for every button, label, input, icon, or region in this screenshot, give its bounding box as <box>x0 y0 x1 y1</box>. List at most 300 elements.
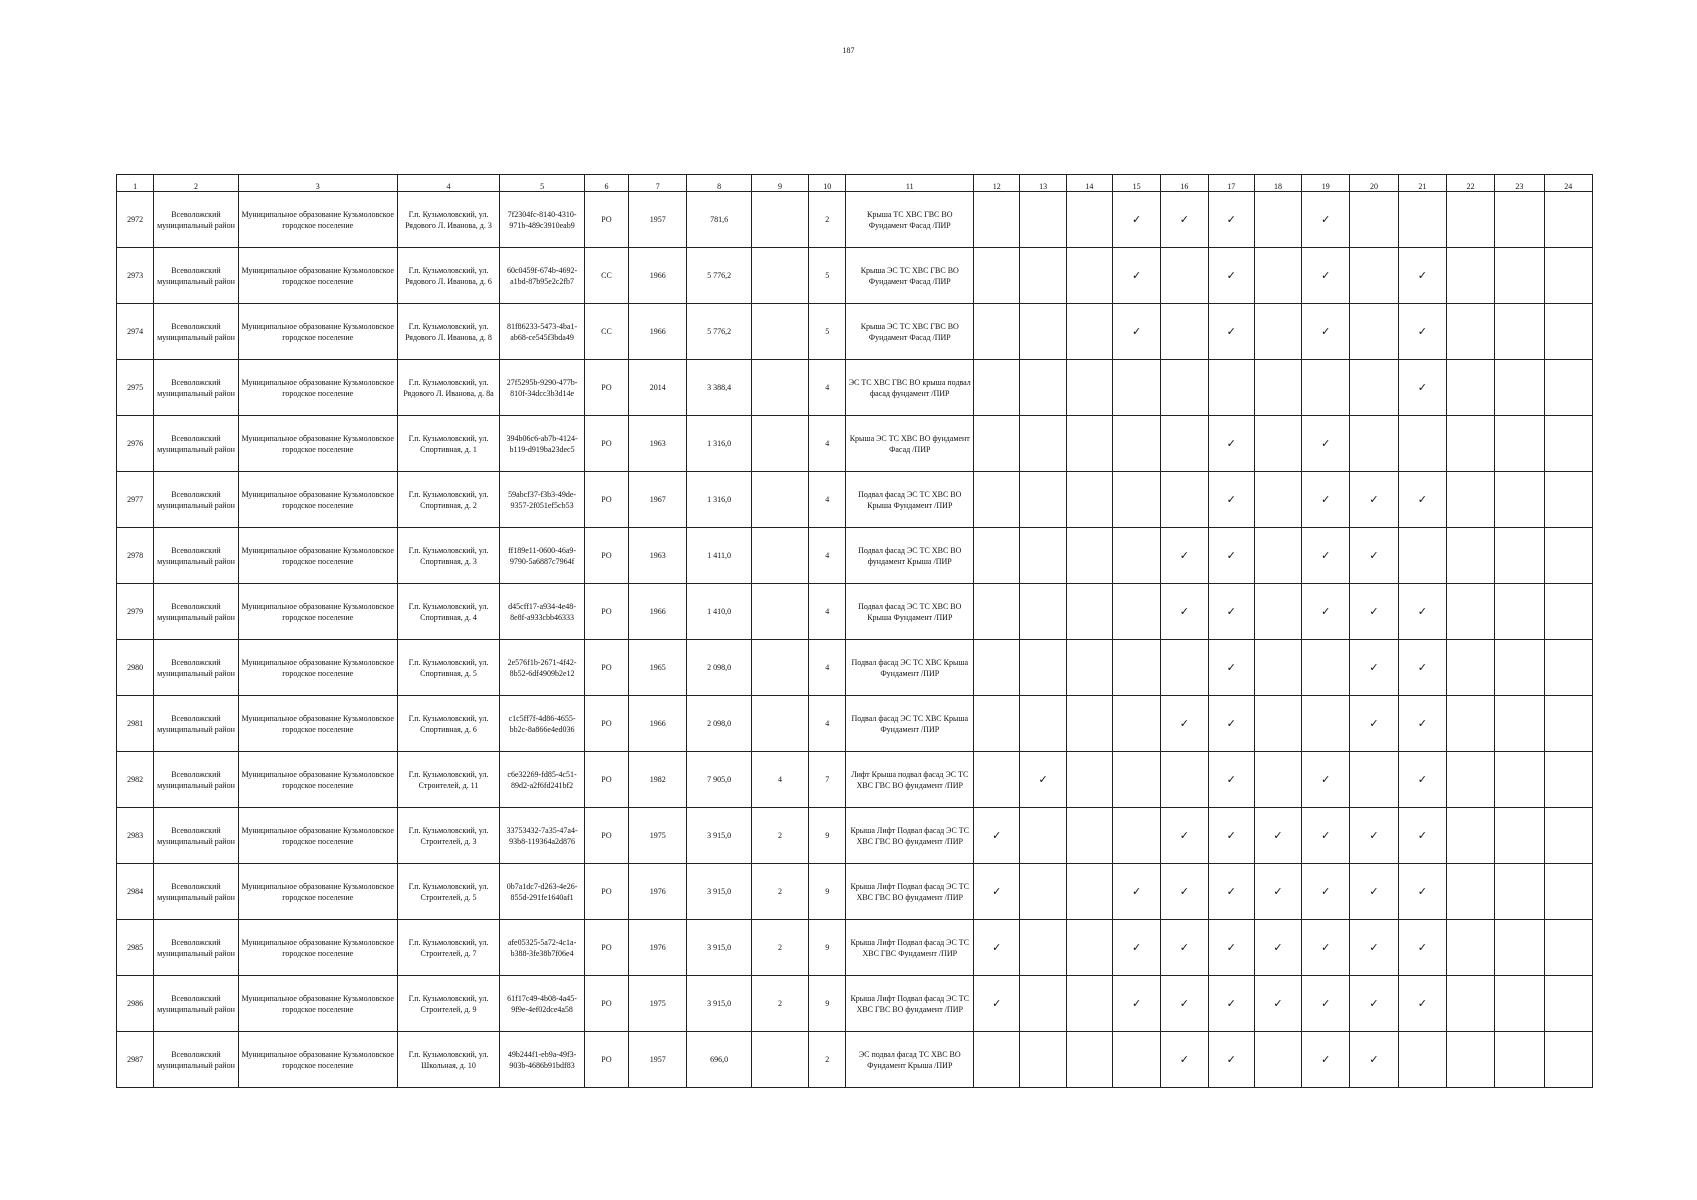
empty-cell <box>1446 360 1494 416</box>
house-type: РО <box>584 696 628 752</box>
district-name: Всеволожский муниципальный район <box>154 192 239 248</box>
empty-cell <box>1020 248 1066 304</box>
empty-cell <box>1446 752 1494 808</box>
checkmark-icon: ✓ <box>1302 304 1350 360</box>
empty-cell <box>1446 416 1494 472</box>
column-10-value: 2 <box>809 1032 846 1088</box>
house-type: СС <box>584 248 628 304</box>
empty-cell <box>1544 192 1592 248</box>
empty-cell <box>1020 584 1066 640</box>
checkmark-icon: ✓ <box>1208 472 1254 528</box>
checkmark-icon: ✓ <box>1208 248 1254 304</box>
municipality-name: Муниципальное образование Кузьмоловское городское поселение <box>238 640 397 696</box>
address: Г.п. Кузьмоловский, ул. Рядового Л. Иванова, д. 3 <box>397 192 500 248</box>
checkmark-icon: ✓ <box>1350 1032 1398 1088</box>
empty-cell <box>1544 920 1592 976</box>
column-10-value: 9 <box>809 976 846 1032</box>
checkmark-icon: ✓ <box>1208 192 1254 248</box>
checkmark-icon: ✓ <box>1398 696 1446 752</box>
checkmark-icon: ✓ <box>1302 920 1350 976</box>
record-id: 2975 <box>117 360 154 416</box>
column-10-value: 4 <box>809 696 846 752</box>
address: Г.п. Кузьмоловский, ул. Рядового Л. Иванова, д. 8а <box>397 360 500 416</box>
checkmark-icon: ✓ <box>1302 864 1350 920</box>
column-header-24: 24 <box>1544 175 1592 192</box>
works-description: Крыша Лифт Подвал фасад ЭС ТС ХВС ГВС ВО фундамент /ПИР <box>846 864 974 920</box>
empty-cell <box>1495 696 1544 752</box>
column-header-14: 14 <box>1066 175 1112 192</box>
empty-cell <box>1544 752 1592 808</box>
empty-cell <box>1398 192 1446 248</box>
build-year: 2014 <box>629 360 687 416</box>
record-id: 2982 <box>117 752 154 808</box>
empty-cell <box>974 1032 1020 1088</box>
municipality-name: Муниципальное образование Кузьмоловское городское поселение <box>238 416 397 472</box>
works-description: Подвал фасад ЭС ТС ХВС Крыша Фундамент /ПИР <box>846 696 974 752</box>
empty-cell <box>1020 640 1066 696</box>
empty-cell <box>1020 304 1066 360</box>
house-guid: 27f5295b-9290-477b-810f-34dcc3b3d14e <box>500 360 585 416</box>
empty-cell <box>1020 192 1066 248</box>
empty-cell <box>1112 360 1160 416</box>
municipality-name: Муниципальное образование Кузьмоловское городское поселение <box>238 864 397 920</box>
table-row <box>117 528 1593 584</box>
municipality-name: Муниципальное образование Кузьмоловское городское поселение <box>238 360 397 416</box>
district-name: Всеволожский муниципальный район <box>154 920 239 976</box>
district-name: Всеволожский муниципальный район <box>154 864 239 920</box>
empty-cell <box>1544 416 1592 472</box>
column-9-value <box>751 248 808 304</box>
checkmark-icon: ✓ <box>1350 640 1398 696</box>
column-10-value: 2 <box>809 192 846 248</box>
column-10-value: 7 <box>809 752 846 808</box>
record-id: 2974 <box>117 304 154 360</box>
empty-cell <box>1066 248 1112 304</box>
empty-cell <box>1446 584 1494 640</box>
house-guid: d45cff17-a934-4e48-8e8f-a933cbb46333 <box>500 584 585 640</box>
house-type: РО <box>584 416 628 472</box>
column-9-value <box>751 416 808 472</box>
empty-cell <box>1495 472 1544 528</box>
empty-cell <box>1020 416 1066 472</box>
municipality-name: Муниципальное образование Кузьмоловское городское поселение <box>238 920 397 976</box>
empty-cell <box>1020 472 1066 528</box>
table-row <box>117 472 1593 528</box>
house-guid: 0b7a1dc7-d263-4e26-855d-291fe1640af1 <box>500 864 585 920</box>
column-header-23: 23 <box>1495 175 1544 192</box>
municipality-name: Муниципальное образование Кузьмоловское городское поселение <box>238 1032 397 1088</box>
build-year: 1965 <box>629 640 687 696</box>
area-value: 5 776,2 <box>687 304 751 360</box>
empty-cell <box>1495 248 1544 304</box>
empty-cell <box>1398 528 1446 584</box>
address: Г.п. Кузьмоловский, ул. Спортивная, д. 2 <box>397 472 500 528</box>
checkmark-icon: ✓ <box>1208 920 1254 976</box>
area-value: 3 915,0 <box>687 976 751 1032</box>
empty-cell <box>1544 248 1592 304</box>
house-type: РО <box>584 864 628 920</box>
column-10-value: 4 <box>809 472 846 528</box>
empty-cell <box>974 472 1020 528</box>
build-year: 1966 <box>629 584 687 640</box>
empty-cell <box>1066 808 1112 864</box>
area-value: 1 316,0 <box>687 472 751 528</box>
build-year: 1976 <box>629 920 687 976</box>
address: Г.п. Кузьмоловский, ул. Спортивная, д. 1 <box>397 416 500 472</box>
record-id: 2978 <box>117 528 154 584</box>
empty-cell <box>1446 976 1494 1032</box>
column-number-row <box>117 175 1593 192</box>
checkmark-icon: ✓ <box>1112 304 1160 360</box>
table-row <box>117 696 1593 752</box>
empty-cell <box>1066 584 1112 640</box>
page-number: 187 <box>842 46 855 55</box>
empty-cell <box>1495 304 1544 360</box>
checkmark-icon: ✓ <box>1398 920 1446 976</box>
works-description: Крыша ТС ХВС ГВС ВО Фундамент Фасад /ПИР <box>846 192 974 248</box>
empty-cell <box>1112 416 1160 472</box>
column-header-9: 9 <box>751 175 808 192</box>
area-value: 1 410,0 <box>687 584 751 640</box>
checkmark-icon: ✓ <box>1302 584 1350 640</box>
area-value: 1 316,0 <box>687 416 751 472</box>
empty-cell <box>1495 864 1544 920</box>
district-name: Всеволожский муниципальный район <box>154 472 239 528</box>
empty-cell <box>1254 528 1301 584</box>
area-value: 3 915,0 <box>687 920 751 976</box>
empty-cell <box>1350 416 1398 472</box>
empty-cell <box>1350 192 1398 248</box>
checkmark-icon: ✓ <box>1020 752 1066 808</box>
checkmark-icon: ✓ <box>1398 640 1446 696</box>
checkmark-icon: ✓ <box>1208 864 1254 920</box>
column-10-value: 4 <box>809 416 846 472</box>
column-10-value: 9 <box>809 920 846 976</box>
checkmark-icon: ✓ <box>1208 304 1254 360</box>
build-year: 1976 <box>629 864 687 920</box>
empty-cell <box>1066 1032 1112 1088</box>
column-9-value <box>751 584 808 640</box>
empty-cell <box>1446 248 1494 304</box>
house-guid: 60c0459f-674b-4692-a1bd-87b95e2c2fb7 <box>500 248 585 304</box>
record-id: 2977 <box>117 472 154 528</box>
district-name: Всеволожский муниципальный район <box>154 752 239 808</box>
checkmark-icon: ✓ <box>1254 976 1301 1032</box>
empty-cell <box>1066 864 1112 920</box>
empty-cell <box>1446 808 1494 864</box>
checkmark-icon: ✓ <box>1112 192 1160 248</box>
empty-cell <box>974 360 1020 416</box>
house-type: РО <box>584 1032 628 1088</box>
works-description: Подвал фасад ЭС ТС ХВС Крыша Фундамент /ПИР <box>846 640 974 696</box>
checkmark-icon: ✓ <box>1302 976 1350 1032</box>
column-9-value <box>751 304 808 360</box>
checkmark-icon: ✓ <box>1302 1032 1350 1088</box>
empty-cell <box>1066 192 1112 248</box>
empty-cell <box>1446 192 1494 248</box>
house-guid: 59abcf37-f3b3-49de-9357-2f051ef5cb53 <box>500 472 585 528</box>
empty-cell <box>1495 416 1544 472</box>
empty-cell <box>1495 192 1544 248</box>
empty-cell <box>1544 528 1592 584</box>
empty-cell <box>1254 248 1301 304</box>
column-9-value: 2 <box>751 808 808 864</box>
column-9-value <box>751 528 808 584</box>
record-id: 2981 <box>117 696 154 752</box>
empty-cell <box>1112 640 1160 696</box>
column-header-5: 5 <box>500 175 585 192</box>
checkmark-icon: ✓ <box>1398 248 1446 304</box>
empty-cell <box>1544 864 1592 920</box>
empty-cell <box>1161 360 1208 416</box>
municipality-name: Муниципальное образование Кузьмоловское городское поселение <box>238 248 397 304</box>
column-header-4: 4 <box>397 175 500 192</box>
empty-cell <box>1495 528 1544 584</box>
area-value: 3 915,0 <box>687 808 751 864</box>
checkmark-icon: ✓ <box>1398 304 1446 360</box>
empty-cell <box>1066 752 1112 808</box>
empty-cell <box>1446 864 1494 920</box>
checkmark-icon: ✓ <box>1254 864 1301 920</box>
house-type: РО <box>584 976 628 1032</box>
house-guid: 394b06c6-ab7b-4124-b119-d919ba23dec5 <box>500 416 585 472</box>
empty-cell <box>1254 360 1301 416</box>
empty-cell <box>1254 472 1301 528</box>
table-row <box>117 192 1593 248</box>
empty-cell <box>1302 640 1350 696</box>
table-row <box>117 920 1593 976</box>
checkmark-icon: ✓ <box>974 808 1020 864</box>
empty-cell <box>1066 920 1112 976</box>
district-name: Всеволожский муниципальный район <box>154 1032 239 1088</box>
column-header-12: 12 <box>974 175 1020 192</box>
empty-cell <box>1066 472 1112 528</box>
checkmark-icon: ✓ <box>1350 584 1398 640</box>
checkmark-icon: ✓ <box>1161 976 1208 1032</box>
works-description: ЭС ТС ХВС ГВС ВО крыша подвал фасад фундамент /ПИР <box>846 360 974 416</box>
column-10-value: 4 <box>809 640 846 696</box>
empty-cell <box>1254 192 1301 248</box>
column-9-value <box>751 360 808 416</box>
works-description: Крыша ЭС ТС ХВС ГВС ВО Фундамент Фасад /ПИР <box>846 248 974 304</box>
column-header-17: 17 <box>1208 175 1254 192</box>
works-description: Подвал фасад ЭС ТС ХВС ВО Крыша Фундамент /ПИР <box>846 584 974 640</box>
municipality-name: Муниципальное образование Кузьмоловское городское поселение <box>238 752 397 808</box>
checkmark-icon: ✓ <box>1350 472 1398 528</box>
checkmark-icon: ✓ <box>1161 696 1208 752</box>
empty-cell <box>1020 808 1066 864</box>
empty-cell <box>1544 584 1592 640</box>
checkmark-icon: ✓ <box>1398 360 1446 416</box>
table-row <box>117 304 1593 360</box>
build-year: 1966 <box>629 304 687 360</box>
column-9-value: 2 <box>751 864 808 920</box>
municipality-name: Муниципальное образование Кузьмоловское городское поселение <box>238 584 397 640</box>
checkmark-icon: ✓ <box>1208 976 1254 1032</box>
empty-cell <box>1544 360 1592 416</box>
empty-cell <box>1302 696 1350 752</box>
empty-cell <box>1495 752 1544 808</box>
house-guid: 7f2304fc-8140-4310-971b-489c3910eab9 <box>500 192 585 248</box>
empty-cell <box>1112 696 1160 752</box>
area-value: 5 776,2 <box>687 248 751 304</box>
address: Г.п. Кузьмоловский, ул. Рядового Л. Иванова, д. 6 <box>397 248 500 304</box>
empty-cell <box>1066 528 1112 584</box>
district-name: Всеволожский муниципальный район <box>154 584 239 640</box>
column-9-value <box>751 192 808 248</box>
municipality-name: Муниципальное образование Кузьмоловское городское поселение <box>238 304 397 360</box>
district-name: Всеволожский муниципальный район <box>154 696 239 752</box>
area-value: 2 098,0 <box>687 696 751 752</box>
address: Г.п. Кузьмоловский, ул. Школьная, д. 10 <box>397 1032 500 1088</box>
house-guid: 61f17c49-4b08-4a45-9f9e-4ef02dce4a58 <box>500 976 585 1032</box>
empty-cell <box>1398 1032 1446 1088</box>
empty-cell <box>1446 1032 1494 1088</box>
checkmark-icon: ✓ <box>974 920 1020 976</box>
table-body <box>117 192 1593 1088</box>
empty-cell <box>1161 416 1208 472</box>
column-10-value: 9 <box>809 864 846 920</box>
record-id: 2987 <box>117 1032 154 1088</box>
house-type: РО <box>584 360 628 416</box>
build-year: 1975 <box>629 976 687 1032</box>
column-header-16: 16 <box>1161 175 1208 192</box>
column-9-value <box>751 472 808 528</box>
checkmark-icon: ✓ <box>1398 472 1446 528</box>
table-row <box>117 360 1593 416</box>
checkmark-icon: ✓ <box>1208 1032 1254 1088</box>
area-value: 696,0 <box>687 1032 751 1088</box>
area-value: 3 388,4 <box>687 360 751 416</box>
checkmark-icon: ✓ <box>1302 808 1350 864</box>
checkmark-icon: ✓ <box>1161 192 1208 248</box>
empty-cell <box>1066 640 1112 696</box>
column-10-value: 9 <box>809 808 846 864</box>
checkmark-icon: ✓ <box>974 976 1020 1032</box>
house-type: РО <box>584 528 628 584</box>
works-description: Подвал фасад ЭС ТС ХВС ВО фундамент Крыша /ПИР <box>846 528 974 584</box>
checkmark-icon: ✓ <box>974 864 1020 920</box>
empty-cell <box>1544 696 1592 752</box>
district-name: Всеволожский муниципальный район <box>154 640 239 696</box>
district-name: Всеволожский муниципальный район <box>154 416 239 472</box>
checkmark-icon: ✓ <box>1208 808 1254 864</box>
empty-cell <box>974 640 1020 696</box>
municipality-name: Муниципальное образование Кузьмоловское городское поселение <box>238 976 397 1032</box>
checkmark-icon: ✓ <box>1350 808 1398 864</box>
empty-cell <box>1020 976 1066 1032</box>
empty-cell <box>1020 1032 1066 1088</box>
empty-cell <box>974 416 1020 472</box>
record-id: 2976 <box>117 416 154 472</box>
table-header <box>117 175 1593 192</box>
checkmark-icon: ✓ <box>1112 976 1160 1032</box>
column-header-6: 6 <box>584 175 628 192</box>
empty-cell <box>1544 640 1592 696</box>
checkmark-icon: ✓ <box>1208 584 1254 640</box>
table-row <box>117 584 1593 640</box>
address: Г.п. Кузьмоловский, ул. Спортивная, д. 6 <box>397 696 500 752</box>
municipality-name: Муниципальное образование Кузьмоловское городское поселение <box>238 528 397 584</box>
empty-cell <box>974 304 1020 360</box>
record-id: 2973 <box>117 248 154 304</box>
address: Г.п. Кузьмоловский, ул. Спортивная, д. 4 <box>397 584 500 640</box>
works-description: Крыша ЭС ТС ХВС ВО фундамент Фасад /ПИР <box>846 416 974 472</box>
area-value: 1 411,0 <box>687 528 751 584</box>
empty-cell <box>1161 304 1208 360</box>
house-guid: 2e576f1b-2671-4f42-8b52-6df4909b2e12 <box>500 640 585 696</box>
empty-cell <box>1112 808 1160 864</box>
empty-cell <box>1350 360 1398 416</box>
empty-cell <box>1544 304 1592 360</box>
table-row <box>117 808 1593 864</box>
table-row <box>117 752 1593 808</box>
address: Г.п. Кузьмоловский, ул. Строителей, д. 3 <box>397 808 500 864</box>
column-10-value: 4 <box>809 584 846 640</box>
table-row <box>117 248 1593 304</box>
empty-cell <box>1544 472 1592 528</box>
record-id: 2983 <box>117 808 154 864</box>
empty-cell <box>1350 304 1398 360</box>
empty-cell <box>974 696 1020 752</box>
checkmark-icon: ✓ <box>1350 528 1398 584</box>
build-year: 1957 <box>629 1032 687 1088</box>
build-year: 1967 <box>629 472 687 528</box>
empty-cell <box>1020 696 1066 752</box>
table-row <box>117 416 1593 472</box>
empty-cell <box>1161 640 1208 696</box>
address: Г.п. Кузьмоловский, ул. Строителей, д. 7 <box>397 920 500 976</box>
empty-cell <box>1495 920 1544 976</box>
column-header-18: 18 <box>1254 175 1301 192</box>
works-description: Крыша Лифт Подвал фасад ЭС ТС ХВС ГВС Фундамент /ПИР <box>846 920 974 976</box>
checkmark-icon: ✓ <box>1208 696 1254 752</box>
record-id: 2986 <box>117 976 154 1032</box>
empty-cell <box>1254 304 1301 360</box>
record-id: 2972 <box>117 192 154 248</box>
table-row <box>117 640 1593 696</box>
column-10-value: 5 <box>809 304 846 360</box>
district-name: Всеволожский муниципальный район <box>154 808 239 864</box>
column-header-8: 8 <box>687 175 751 192</box>
empty-cell <box>1066 416 1112 472</box>
column-10-value: 5 <box>809 248 846 304</box>
empty-cell <box>1254 696 1301 752</box>
empty-cell <box>1495 640 1544 696</box>
column-header-7: 7 <box>629 175 687 192</box>
column-9-value: 2 <box>751 920 808 976</box>
municipality-name: Муниципальное образование Кузьмоловское городское поселение <box>238 472 397 528</box>
works-description: Крыша ЭС ТС ХВС ГВС ВО Фундамент Фасад /ПИР <box>846 304 974 360</box>
district-name: Всеволожский муниципальный район <box>154 528 239 584</box>
area-value: 7 905,0 <box>687 752 751 808</box>
checkmark-icon: ✓ <box>1112 920 1160 976</box>
checkmark-icon: ✓ <box>1302 416 1350 472</box>
address: Г.п. Кузьмоловский, ул. Строителей, д. 11 <box>397 752 500 808</box>
record-id: 2979 <box>117 584 154 640</box>
column-10-value: 4 <box>809 360 846 416</box>
checkmark-icon: ✓ <box>1398 976 1446 1032</box>
empty-cell <box>1398 416 1446 472</box>
record-id: 2984 <box>117 864 154 920</box>
checkmark-icon: ✓ <box>1161 1032 1208 1088</box>
record-id: 2980 <box>117 640 154 696</box>
checkmark-icon: ✓ <box>1254 808 1301 864</box>
checkmark-icon: ✓ <box>1398 584 1446 640</box>
empty-cell <box>1495 584 1544 640</box>
checkmark-icon: ✓ <box>1161 920 1208 976</box>
empty-cell <box>1544 976 1592 1032</box>
